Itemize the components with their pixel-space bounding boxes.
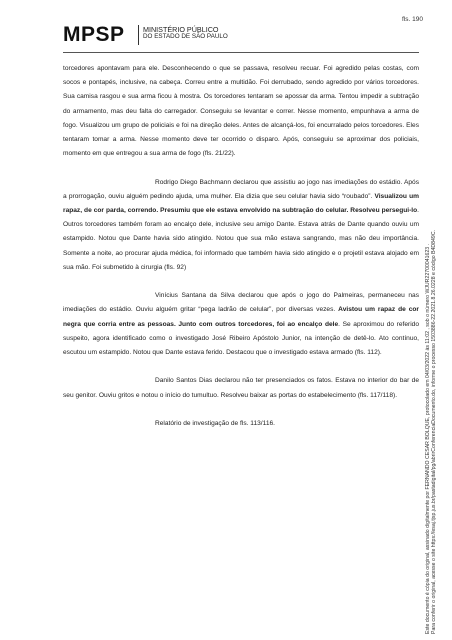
digital-signature-stamp — [425, 74, 437, 634]
paragraph-1-text: torcedores apontavam para ele. Desconhecendo o que se passava, resolveu recuar. Foi agredido pelas costas, com socos e pontapés, inclusive, na cabeça. Correu entre a multidão. Foi derrubado, sendo agredido por vários torcedores. Sua camisa rasgou e sua arma ficou à mostra. Os torcedores tentaram se apossar da arma. Tentou impedir a subtração do armamento, mas deu falta do carregador. Conseguiu se levantar e correr. Nesse momento, empunhava a arma de fogo. Visualizou um grupo de policiais e foi na direção deles. Antes de alcançá-los, foi encurralado pelos torcedores. Eles tentaram tomar a arma. Nesse momento deve ter ocorrido o disparo. Após, conseguiu se aproximar dos policiais, momento em que entregou a sua arma de fogo (fls. 21/22). — [63, 65, 419, 158]
page-header — [63, 16, 423, 48]
stamp-line-1: Este documento é cópia do original, assinado digitalmente por FERNANDO CESAR BOLQUE, protocolado em 04/03/2022 às 11:02 , sob o número WJUR22700041623 . — [425, 243, 431, 634]
header-rule — [63, 52, 419, 53]
paragraph-5-text: Relatório de investigação de fls. 113/116. — [155, 420, 275, 428]
stamp-line-2: Para conferir o original, acesse o site https://esaj.tjsp.jus.br/pastadigital/pg/abrirConferenciaDocumento.do, informe o processo 1503886-22.2021.8.26.0228 e código B4D849C. — [431, 229, 438, 634]
paragraph-2-bold: Visualizou um rapaz, de cor parda, correndo. Presumiu que ele estava envolvido na subtração do celular. Resolveu persegui-lo — [63, 192, 419, 215]
paragraph-2 — [63, 176, 419, 275]
page-number: fls. 190 — [402, 16, 423, 23]
paragraph-2-text-a: Rodrigo Diego Bachmann declarou que assistiu ao jogo nas imediações do estádio. Após a prorrogação, ouviu alguém pedindo ajuda, uma mulher. Ela dizia que seu celular havia sido “roubado”. — [63, 178, 419, 200]
institution-line-2: DO ESTADO DE SÃO PAULO — [143, 33, 228, 40]
paragraph-3-bold: Avistou um rapaz de cor negra que corria entre as pessoas. Junto com outros torcedores, foi ao encalço dele — [63, 306, 419, 328]
paragraph-1 — [63, 62, 419, 161]
paragraph-4 — [63, 374, 419, 402]
paragraph-3-text-a: Vinícius Santana da Silva declarou que após o jogo do Palmeiras, permaneceu nas imediações do estádio. Ouviu alguém gritar “pega ladrão de celular”, por diversas vezes. — [63, 292, 419, 314]
paragraph-4-text: Danilo Santos Dias declarou não ter presenciados os fatos. Estava no interior do bar de seu genitor. Ouviu gritos e notou o início do tumultuo. Resolveu baixar as portas do estabelecimento (fls. 117/118). — [63, 377, 419, 399]
paragraph-3-text-b: . Se aproximou do referido suspeito, agora identificado como o investigado José Ribeiro Apóstolo Junior, na intenção de detê-lo. Ato contínuo, escutou um estampido. Notou que Dante estava ferido. Destacou que o investigado estava armado (fls. 112). — [63, 320, 420, 357]
logo-divider — [138, 25, 139, 45]
paragraph-5 — [63, 417, 419, 431]
document-body — [63, 62, 419, 431]
paragraph-3 — [63, 289, 419, 360]
institution-line-1: MINISTÉRIO PÚBLICO — [143, 25, 219, 34]
paragraph-2-text-b: . Outros torcedores também foram ao encalço dele, inclusive seu amigo Dante. Estava atrás de Dante quando ouviu um estampido. Notou que Dante havia sido atingido. Notou que sua mão estava sangrando, mas não deu importância. Somente a noite, ao procurar ajuda médica, foi informado que também havia sido atingido e o projetil estava alojado em sua mão. Foi submetido à cirurgia (fls. 92) — [63, 207, 419, 271]
institution-name — [143, 26, 228, 40]
mpsp-logo: MPSP — [63, 23, 125, 46]
